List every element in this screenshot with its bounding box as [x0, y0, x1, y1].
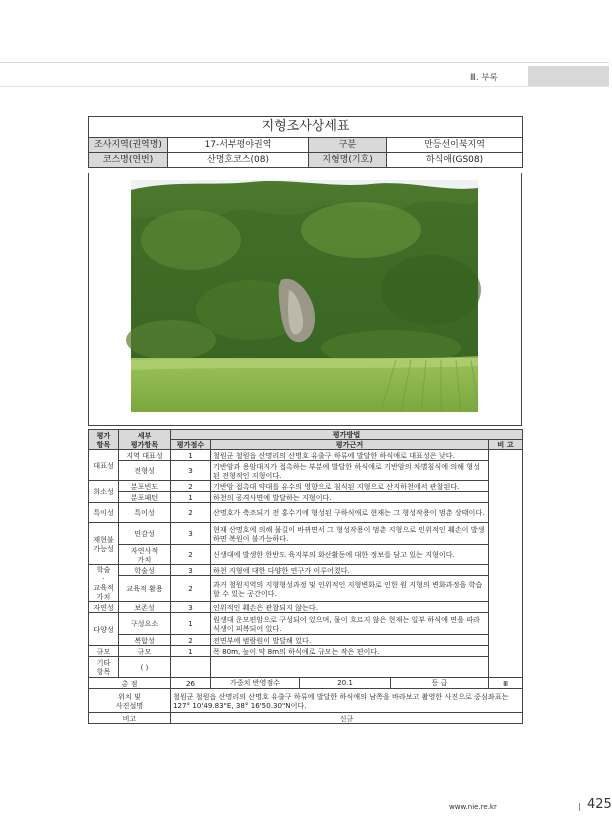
col-note-header: 비 고	[489, 440, 523, 450]
note-cell	[489, 450, 523, 678]
item-cell: 자연성	[89, 602, 119, 613]
sub-cell: 교육적 활용	[119, 576, 171, 602]
sub-cell: 자연사적 가치	[119, 545, 171, 565]
item-cell: 대표성	[89, 450, 119, 481]
value-landform: 하식애(GS08)	[387, 153, 523, 168]
score-cell: 3	[171, 602, 211, 613]
sub-cell: 분포패턴	[119, 492, 171, 503]
label-course: 코스명(연번)	[89, 153, 168, 168]
sub-cell: 복합성	[119, 635, 171, 646]
table-title: 지형조사상세표	[89, 117, 523, 138]
survey-header-table	[88, 116, 523, 168]
top-divider	[0, 62, 609, 63]
basis-cell	[211, 657, 489, 678]
item-cell: 규모	[89, 646, 119, 657]
basis-cell: 기반암 접촉대 약대를 유수의 영향으로 침식된 지형으로 산지하천에서 관찰된다.	[211, 481, 489, 492]
score-cell: 2	[171, 545, 211, 565]
sub-cell: 전형성	[119, 461, 171, 481]
score-cell: 2	[171, 481, 211, 492]
item-cell: 다양성	[89, 613, 119, 646]
total-value: 26	[171, 678, 211, 689]
item-cell: 특이성	[89, 503, 119, 523]
header-divider	[0, 86, 609, 87]
page-number: 425	[587, 797, 612, 812]
sub-cell: 규모	[119, 646, 171, 657]
section-tab-bar	[528, 66, 609, 86]
item-cell: 재현불 가능성	[89, 523, 119, 565]
score-cell: 3	[171, 523, 211, 545]
landform-photo	[131, 180, 478, 412]
score-cell: 2	[171, 576, 211, 602]
label-landform: 지형명(기호)	[309, 153, 387, 168]
score-cell: 1	[171, 450, 211, 461]
value-region: 17-서부평야권역	[168, 138, 309, 153]
sub-cell: 학술성	[119, 565, 171, 576]
score-cell: 3	[171, 565, 211, 576]
basis-cell: 폭 80m, 높이 약 8m의 하식애로 규모는 작은 편이다.	[211, 646, 489, 657]
score-cell: 1	[171, 646, 211, 657]
remarks-label: 비고	[89, 713, 171, 724]
grade-value: Ⅲ	[489, 678, 523, 689]
basis-cell: 전면부에 범람원이 발달해 있다.	[211, 635, 489, 646]
sub-cell: 분포빈도	[119, 481, 171, 492]
location-text: 철원군 철원읍 산명리의 산명호 유출구 하류에 발달한 하식애의 남쪽을 바라보고 촬영한 사진으로 중심좌표는 127° 10'49.83"E, 38° 16'50.30"N이다.	[171, 689, 523, 713]
weighted-label: 가중치 반영점수	[229, 678, 281, 687]
footer-url: www.nie.re.kr	[449, 803, 497, 811]
basis-cell: 산명호가 축조되기 전 홍수기에 형성된 구하식애로 현재는 그 형성작용이 멈춘 상태이다.	[211, 503, 489, 523]
sub-cell: 특이성	[119, 503, 171, 523]
basis-cell: 하천 지형에 대한 다양한 연구가 이루어졌다.	[211, 565, 489, 576]
score-cell: 3	[171, 461, 211, 481]
sub-cell: 민감성	[119, 523, 171, 545]
label-category: 구분	[309, 138, 387, 153]
basis-cell: 기반암과 용암대지가 접촉하는 부분에 발달한 하식애로 기반암의 차별침식에 의해 형성된 전형적인 지형이다.	[211, 461, 489, 481]
location-label: 위치 및 사진설명	[89, 689, 171, 713]
score-cell: 1	[171, 492, 211, 503]
basis-cell: 철원군 철원읍 산명리의 산명호 유출구 하류에 발달한 하식애로 대표성은 낮다.	[211, 450, 489, 461]
basis-cell: 신생대에 발생한 한반도 육지부의 화산활동에 대한 정보를 담고 있는 지형이다.	[211, 545, 489, 565]
score-cell: 1	[171, 613, 211, 635]
item-cell: 희소성	[89, 481, 119, 503]
basis-cell: 인위적인 훼손은 관찰되지 않는다.	[211, 602, 489, 613]
evaluation-table	[88, 429, 523, 724]
value-course: 산명호코스(08)	[168, 153, 309, 168]
col-item-header: 평가 항목	[89, 430, 119, 450]
section-label: Ⅲ. 부록	[470, 73, 498, 83]
item-cell: 학술 · 교육적 가치	[89, 565, 119, 602]
score-cell: 2	[171, 635, 211, 646]
score-cell	[171, 657, 211, 678]
grade-label: 등 급	[390, 678, 488, 688]
sub-cell: ( )	[119, 657, 171, 678]
footer-separator: |	[578, 802, 581, 811]
col-sub-header: 세부 평가항목	[119, 430, 171, 450]
label-region: 조사지역(권역명)	[89, 138, 168, 153]
item-cell: 기타 항목	[89, 657, 119, 678]
basis-cell: 하천의 공격사면에 발달하는 지형이다.	[211, 492, 489, 503]
value-category: 만등선이북지역	[387, 138, 523, 153]
sub-cell: 보존성	[119, 602, 171, 613]
col-score-header: 평가점수	[171, 440, 211, 450]
basis-cell: 현재 산명호에 의해 물길이 바뀌면서 그 형성작용이 멈춘 지형으로 인위적인 훼손이 발생하면 복원이 불가능하다.	[211, 523, 489, 545]
weighted-value: 20.1	[299, 678, 390, 688]
col-method-header: 평가방법	[171, 430, 523, 440]
basis-cell: 과거 철원지역의 지형형성과정 및 인위적인 지형변화로 인한 원 지형의 변화과정을 학습할 수 있는 공간이다.	[211, 576, 489, 602]
basis-cell: 원생대 운모편암으로 구성되어 있으며, 물이 흐르지 않은 현재는 일부 하식애 면을 따라 식생이 피복되어 있다.	[211, 613, 489, 635]
remarks-value: 신규	[171, 713, 523, 724]
sub-cell: 구성요소	[119, 613, 171, 635]
col-basis-header: 평가근거	[211, 440, 489, 450]
score-cell: 2	[171, 503, 211, 523]
sub-cell: 지역 대표성	[119, 450, 171, 461]
total-label: 총 점	[89, 678, 171, 689]
